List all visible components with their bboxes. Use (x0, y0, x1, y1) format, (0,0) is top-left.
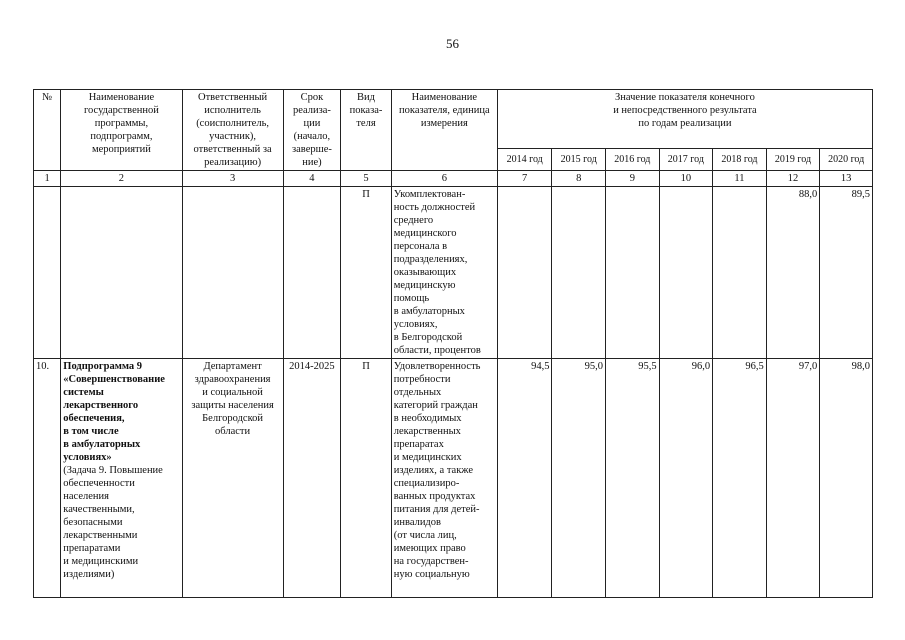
row-number: 10. (34, 359, 61, 598)
row-value: 96,0 (659, 359, 713, 598)
column-number: 10 (659, 171, 713, 187)
row-value: 94,5 (497, 359, 552, 598)
row-number (34, 187, 61, 359)
header-row (34, 90, 873, 149)
column-number: 5 (341, 171, 392, 187)
indicators-table (33, 89, 873, 598)
column-number: 7 (497, 171, 552, 187)
row-value: 95,0 (552, 359, 606, 598)
row-value (497, 187, 552, 359)
row-program (61, 187, 182, 359)
row-program-title: Подпрограмма 9 «Совершенствование системы лекарственного обеспечения, в том числе в амбулаторных условиях» (63, 361, 165, 463)
header-period: Срок реализа-ции (начало, заверше-ние) (283, 90, 341, 171)
header-number: № (34, 90, 61, 171)
row-period (283, 187, 341, 359)
column-number: 11 (713, 171, 767, 187)
column-number: 13 (820, 171, 873, 187)
row-indicator-name: Удовлетворенность потребности отдельных категорий граждан в необходимых лекарственных препаратах и медицинских изделиях, а также специализиро- ванных продуктах питания для детей- инвалидов (от числа лиц, имеющих право на государствен- ную социальную (391, 359, 497, 598)
row-executor: Департамент здравоохранения и социальной защиты населения Белгородской области (182, 359, 283, 598)
row-value (606, 187, 660, 359)
row-value: 95,5 (606, 359, 660, 598)
row-period: 2014-2025 (283, 359, 341, 598)
header-year: 2016 год (606, 148, 660, 170)
header-year: 2014 год (497, 148, 552, 170)
column-number: 4 (283, 171, 341, 187)
row-value (552, 187, 606, 359)
column-number: 1 (34, 171, 61, 187)
page-number: 56 (446, 36, 459, 51)
column-number: 3 (182, 171, 283, 187)
row-value: 98,0 (820, 359, 873, 598)
column-number: 12 (766, 171, 820, 187)
header-program-name: Наименование государственной программы, подпрограмм, мероприятий (61, 90, 182, 171)
table-row (34, 187, 873, 359)
row-program-task: (Задача 9. Повышение обеспеченности населения качественными, безопасными лекарственными препаратами и медицинскими изделиями) (63, 465, 163, 580)
row-indicator-type: П (341, 187, 392, 359)
row-value (713, 187, 767, 359)
row-value: 97,0 (766, 359, 820, 598)
row-value: 89,5 (820, 187, 873, 359)
table-row (34, 359, 873, 598)
column-numbers-row (34, 171, 873, 187)
header-indicator-name: Наименование показателя, единица измерения (391, 90, 497, 171)
header-executor: Ответственный исполнитель (соисполнитель, участник), ответственный за реализацию) (182, 90, 283, 171)
column-number: 9 (606, 171, 660, 187)
row-indicator-type: П (341, 359, 392, 598)
header-year: 2015 год (552, 148, 606, 170)
row-value: 88,0 (766, 187, 820, 359)
header-year: 2018 год (713, 148, 767, 170)
row-value (659, 187, 713, 359)
header-year: 2019 год (766, 148, 820, 170)
column-number: 6 (391, 171, 497, 187)
column-number: 2 (61, 171, 182, 187)
row-program-cell (61, 359, 182, 598)
column-number: 8 (552, 171, 606, 187)
row-executor (182, 187, 283, 359)
header-year: 2017 год (659, 148, 713, 170)
header-values-group: Значение показателя конечного и непосредственного результата по годам реализации (497, 90, 872, 149)
row-indicator-name: Укомплектован- ность должностей среднего медицинского персонала в подразделениях, оказывающих медицинскую помощь в амбулаторных условиях, в Белгородской области, процентов (391, 187, 497, 359)
header-indicator-type: Вид показа-теля (341, 90, 392, 171)
header-year: 2020 год (820, 148, 873, 170)
row-value: 96,5 (713, 359, 767, 598)
